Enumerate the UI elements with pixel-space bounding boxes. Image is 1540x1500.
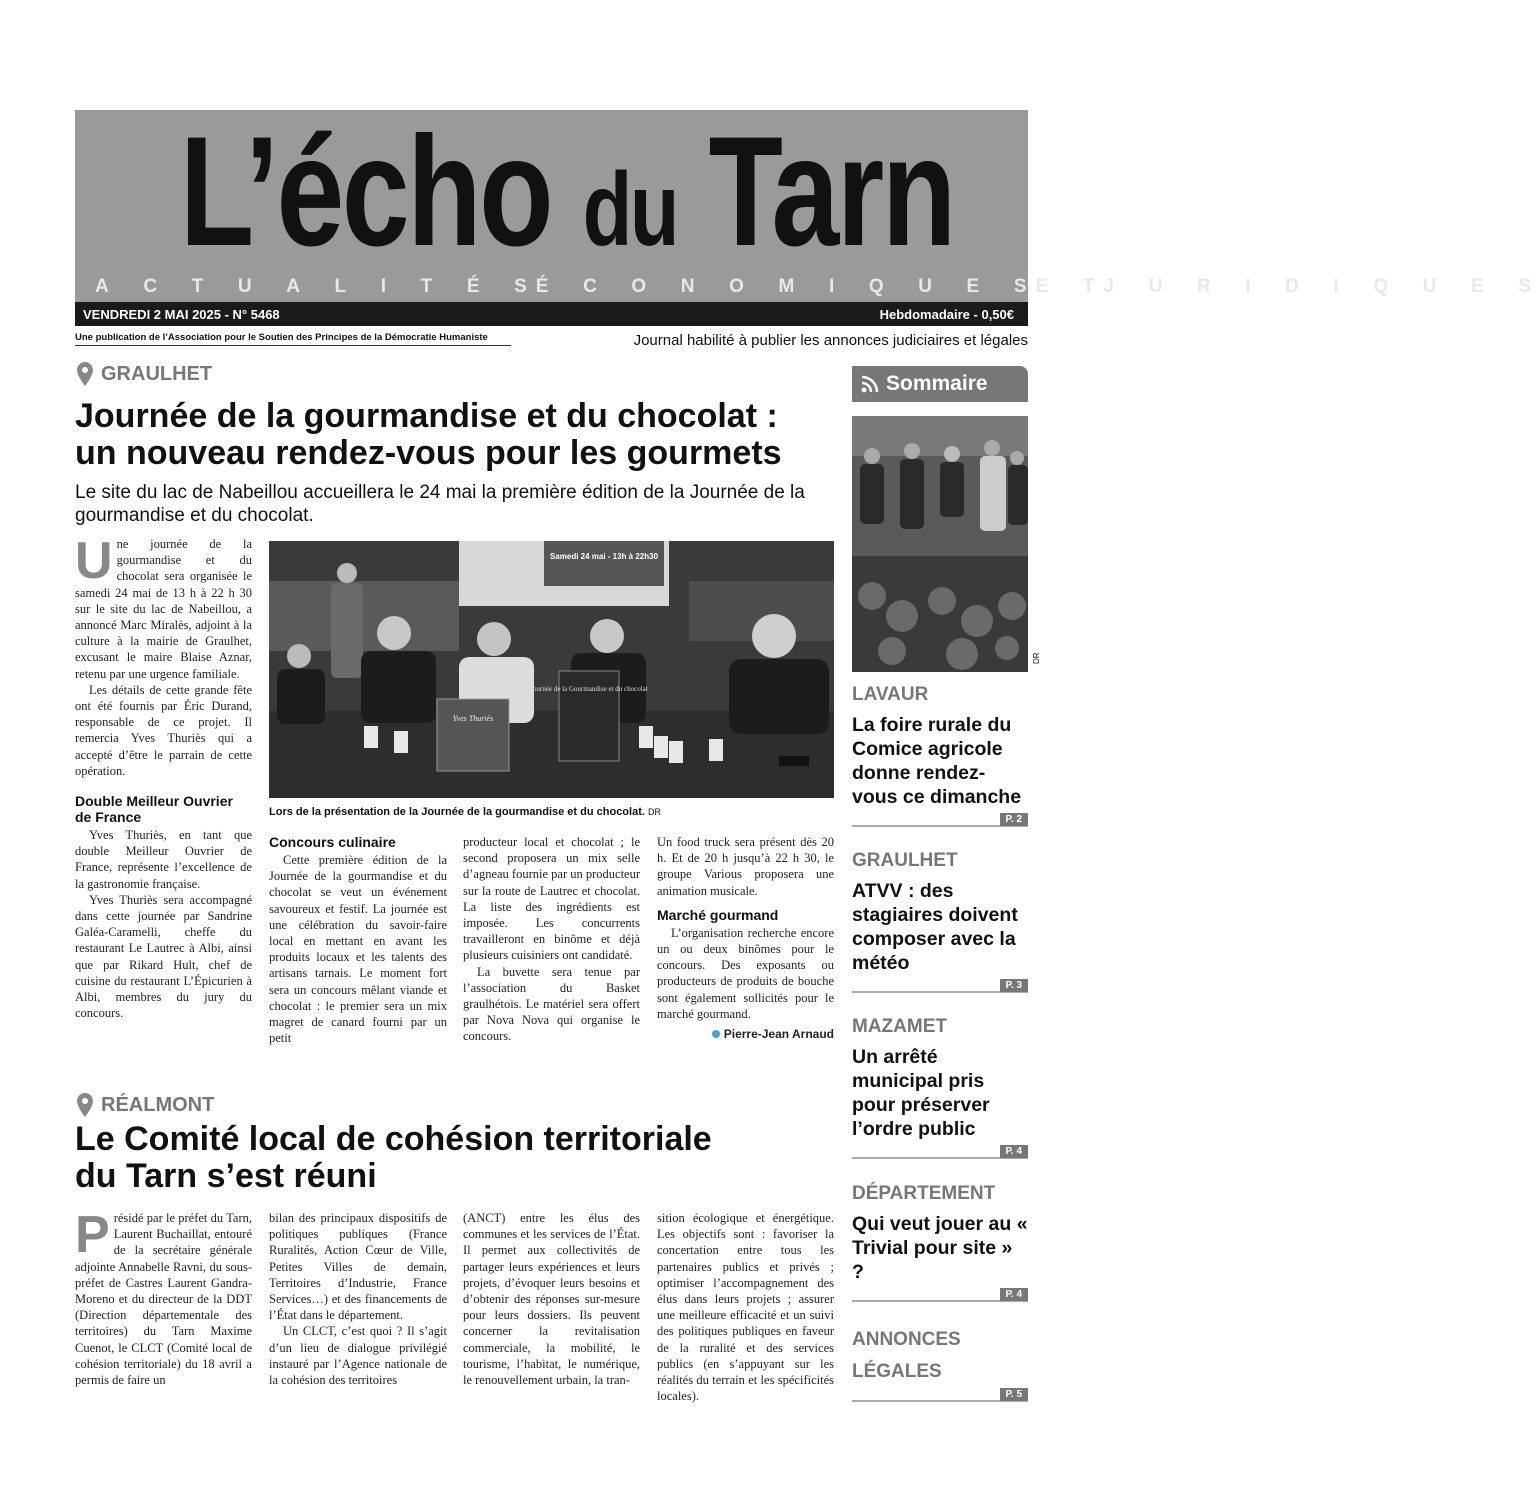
- tagline-word: J U R I D I Q U E S: [1103, 276, 1540, 297]
- masthead-tagline: [95, 276, 1540, 298]
- sommaire-title-text: ATVV : des stagiaires doivent composer avec la météo: [852, 880, 1018, 974]
- paragraph: producteur local et chocolat ; le second proposera un mix selle d’agneau fournie par un producteur sur la route de Lautrec et chocolat. La liste des ingrédients est imposée. Les concurrents travailleront en binôme et déjà plusieurs cuisiniers ont candidaté.: [463, 835, 641, 963]
- sommaire-category: ANNONCES LÉGALES: [852, 1329, 961, 1382]
- dropcap: P: [75, 1206, 110, 1264]
- sommaire-category: GRAULHET: [852, 850, 958, 871]
- paragraph: Yves Thuriès, en tant que double Meilleur Ouvrier de France, représente l’excellence de la gastronomie française.: [75, 828, 252, 891]
- rss-icon: [860, 374, 880, 394]
- article2-column-2: [269, 1210, 447, 1388]
- page-reference: [852, 813, 1028, 827]
- article1-location-label: GRAULHET: [101, 362, 213, 385]
- newspaper-logo[interactable]: [179, 105, 954, 290]
- photo-caption: [269, 806, 661, 818]
- sommaire-item[interactable]: [852, 849, 1028, 993]
- article2-headline[interactable]: [75, 1121, 712, 1195]
- author-dot-icon: [712, 1030, 720, 1038]
- sommaire-title-text: La foire rurale du Comice agricole donne rendez-vous ce dimanche: [852, 714, 1022, 808]
- logo-tarn: Tarn: [708, 105, 954, 279]
- location-pin-icon: [77, 1093, 93, 1117]
- article1-headline[interactable]: [75, 398, 782, 472]
- sidebar-photo[interactable]: [852, 416, 1028, 672]
- caption-credit: DR: [647, 807, 661, 817]
- sommaire-category: DÉPARTEMENT: [852, 1183, 996, 1204]
- paragraph: Yves Thuriès sera accompagné dans cette journée par Sandrine Galéa-Caramelli, cheffe du restaurant Le Lautrec à Albi, ainsi que par Rikard Hult, chef de cuisine du restaurant L’Épicurien à Albi, membres du jury du concours.: [75, 892, 252, 1021]
- paragraph: sition écologique et énergétique. Les objectifs sont : favoriser la concertation entre tous les partenaires publics et privés ; optimiser l’accompagnement des élus dans leurs projets ; assurer une meilleure efficacité et un suivi des politiques publiques en faveur de la ruralité et des services publics (en s’appuyant sur les réalités du terrain et les spécificités locales).: [657, 1211, 834, 1404]
- page-reference: [852, 979, 1028, 993]
- article2-headline-line2: du Tarn s’est réuni: [75, 1157, 377, 1195]
- poster-text: Samedi 24 mai - 13h à 22h30: [549, 552, 659, 561]
- publisher-line: Une publication de l’Association pour le Soutien des Principes de la Démocratie Humaniste: [75, 332, 511, 346]
- page-reference: [852, 1145, 1028, 1159]
- page-number-badge: P. 3: [1000, 979, 1029, 992]
- article2-column-4: [657, 1210, 834, 1404]
- sidebar-photo-credit: DR: [1032, 652, 1041, 664]
- book-text: Yves Thuriès: [452, 714, 494, 723]
- sommaire-header[interactable]: [852, 366, 1028, 402]
- paragraph: ne journée de la gourmandise et du chocolat sera organisée le samedi 24 mai de 13 h à 22 h 30 sur le site du lac de Nabeillou, a annoncé Marc Miralès, adjoint à la culture à la mairie de Graulhet, excusant le maire Blaise Aznar, retenu par une urgence familiale.: [75, 537, 252, 681]
- paragraph: bilan des principaux dispositifs de politiques publiques (France Ruralités, Action Cœur de Ville, Petites Villes de demain, Territoires d’Industrie, France Services…) et des financements de l’État dans le département.: [269, 1211, 447, 1323]
- paragraph: Cette première édition de la Journée de la gourmandise et du chocolat se veut un événement savoureux et festif. La journée est une célébration du savoir-faire local en mettant en avant les produits locaux et les talents des artisans tarnais. Le moment fort sera un concours mêlant viande et chocolat : le premier sera un mix magret de canard fourni par un petit: [269, 853, 447, 1046]
- article2-column-1: [75, 1206, 252, 1388]
- page-reference: [852, 1288, 1028, 1302]
- article1-column-2: [269, 826, 447, 1046]
- paragraph: Un food truck sera présent dès 20 h. Et de 20 h jusqu’à 22 h 30, le groupe Various proposera une animation musicale.: [657, 835, 834, 898]
- legal-habilitation: Journal habilité à publier les annonces judiciaires et légales: [633, 332, 1028, 349]
- press-conference-photo: [269, 541, 834, 798]
- page-number-badge: P. 2: [1000, 813, 1029, 826]
- location-pin-icon: [77, 362, 93, 386]
- page-number-badge: P. 5: [1000, 1388, 1029, 1401]
- sommaire-title: Sommaire: [886, 372, 988, 395]
- author-name: Pierre-Jean Arnaud: [723, 1027, 834, 1042]
- caption-text: Lors de la présentation de la Journée de la gourmandise et du chocolat.: [269, 806, 645, 818]
- masthead: [75, 105, 1540, 302]
- author-byline: [657, 1026, 834, 1042]
- paragraph: La buvette sera tenue par l’association du Basket graulhétois. Le matériel sera offert par Nova Nova qui organise le concours.: [463, 964, 640, 1044]
- article2-location[interactable]: [77, 1093, 214, 1117]
- sommaire-item[interactable]: [852, 683, 1028, 827]
- article2-location-label: RÉALMONT: [101, 1093, 215, 1116]
- article1-chapeau: Le site du lac de Nabeillou accueillera le 24 mai la première édition de la Journée de la gourmandise et du chocolat.: [75, 482, 805, 526]
- flyer-text: Journée de la Gourmandise et du chocolat: [530, 685, 648, 693]
- article1-headline-line2: un nouveau rendez-vous pour les gourmets: [75, 434, 782, 472]
- sommaire-item[interactable]: [852, 1182, 1028, 1302]
- subheading: Marché gourmand: [657, 906, 779, 923]
- tagline-word: É C O N O M I Q U E S: [535, 276, 1036, 297]
- paragraph: Un CLCT, c’est quoi ? Il s’agit d’un lieu de dialogue privilégié instauré par l’Agence nationale de la cohésion des territoires: [269, 1324, 447, 1388]
- paragraph: résidé par le préfet du Tarn, Laurent Buchaillat, entouré de la secrétaire générale adjointe Annabelle Ravni, du sous-préfet de Castres Laurent Gandra-Moreno et du directeur de la DDT (Direction départementale des territoires) du Tarn Maxime Cuenot, le CLCT (Comité local de cohésion territoriale) du 18 avril a permis de faire un: [75, 1211, 252, 1388]
- sommaire-item[interactable]: [852, 1015, 1028, 1159]
- sommaire-item[interactable]: [852, 1324, 1028, 1402]
- sommaire-title-text: Un arrêté municipal pris pour préserver l’ordre public: [852, 1046, 990, 1140]
- issue-date-number: VENDREDI 2 MAI 2025 - N° 5468: [83, 306, 280, 322]
- article1-column-3: [463, 834, 640, 1045]
- article2-headline-line1: Le Comité local de cohésion territoriale: [75, 1120, 712, 1158]
- sommaire-title-text: Qui veut jouer au « Trivial pour site » ?: [852, 1213, 1028, 1283]
- logo-du: du: [582, 152, 678, 268]
- article1-column-4: [657, 834, 834, 1042]
- tagline-word: E T: [1035, 276, 1104, 297]
- sommaire-category: LAVAUR: [852, 684, 929, 705]
- article1-location[interactable]: [77, 362, 212, 386]
- issue-price: Hebdomadaire - 0,50€: [879, 306, 1014, 322]
- sommaire-category: MAZAMET: [852, 1016, 947, 1037]
- market-crowd-photo: [852, 416, 1028, 672]
- issue-info-bar: [75, 302, 1028, 326]
- article2-column-3: [463, 1210, 640, 1388]
- paragraph: (ANCT) entre les élus des communes et les services de l’État. Il permet aux collectivités de partager leurs expériences et leurs projets, d’évoquer leurs besoins et d’obtenir des réponses sur-mesure pour leurs dossiers. Ils peuvent concerner la revitalisation commerciale, la mobilité, le tourisme, l’habitat, le numérique, le renouvellement urbain, la tran-: [463, 1211, 640, 1388]
- paragraph: Les détails de cette grande fête ont été fournis par Éric Durand, responsable de ce projet. Il remercia Yves Thuriès qui a accepté d’être le parrain de cette opération.: [75, 682, 252, 778]
- article1-headline-line1: Journée de la gourmandise et du chocolat :: [75, 397, 778, 435]
- tagline-word: A C T U A L I T É S: [95, 276, 536, 297]
- subheading: Double Meilleur Ouvrier de France: [75, 793, 233, 826]
- subheading: Concours culinaire: [269, 834, 396, 850]
- page-number-badge: P. 4: [1000, 1288, 1029, 1301]
- page-reference: [852, 1388, 1028, 1402]
- page-number-badge: P. 4: [1000, 1145, 1029, 1158]
- article1-column-1: [75, 532, 252, 1021]
- article1-photo[interactable]: [269, 541, 834, 798]
- logo-main: L’écho: [179, 105, 552, 279]
- paragraph: L’organisation recherche encore un ou deux binômes pour le concours. Des exposants ou producteurs de produits de bouche sont également sollicités pour le marché gourmand.: [657, 925, 834, 1021]
- dropcap: U: [75, 532, 113, 590]
